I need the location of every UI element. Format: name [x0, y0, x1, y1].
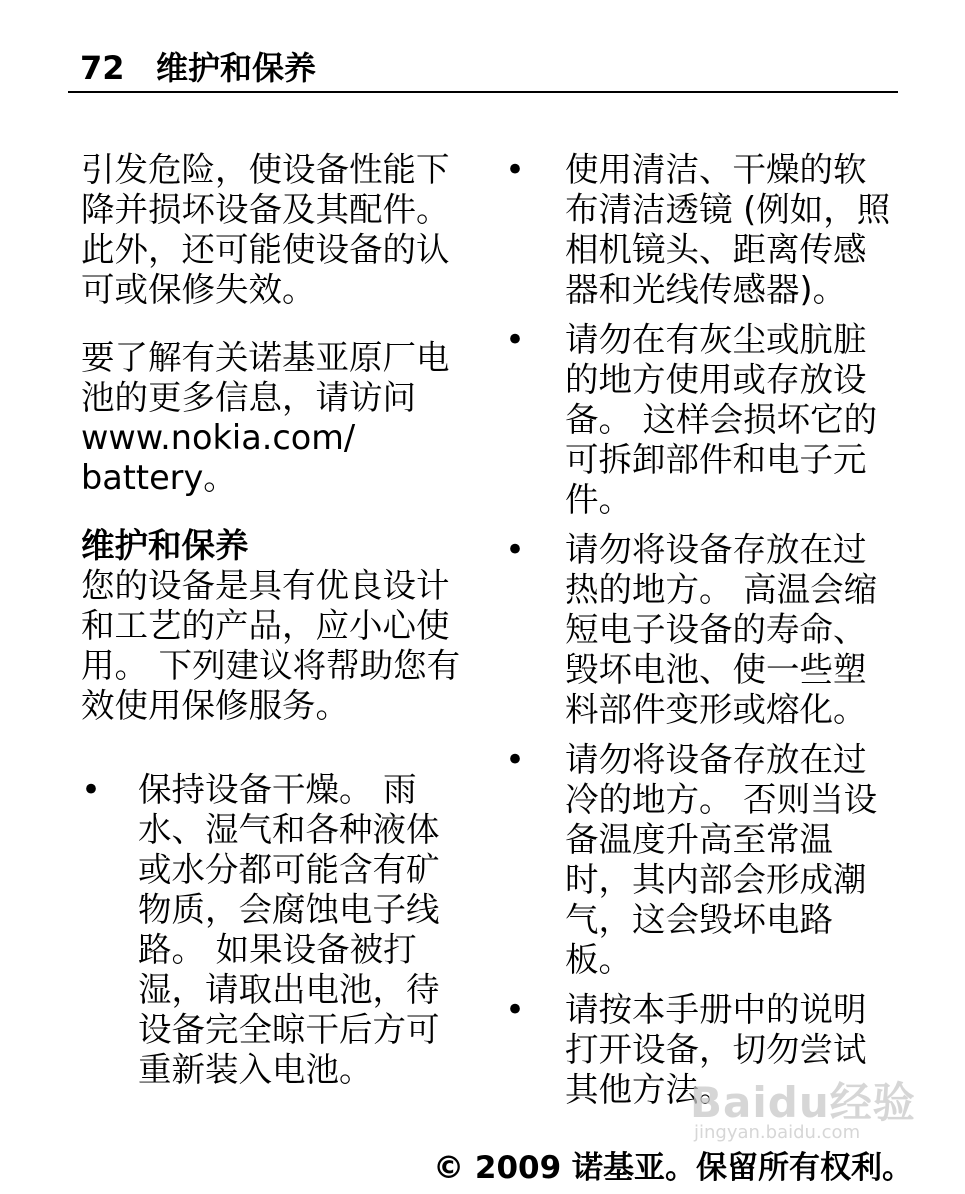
intro-paragraph: 引发危险，使设备性能下降并损坏设备及其配件。此外，还可能使设备的认可或保修失效。: [81, 150, 450, 309]
bullet-icon: •: [505, 150, 525, 189]
list-item-text: 保持设备干燥。 雨水、湿气和各种液体或水分都可能含有矿物质，会腐蚀电子线路。 如果设备被打湿，请取出电池，待设备完全晾干后方可重新装入电池。: [138, 770, 440, 1089]
bullet-icon: •: [505, 530, 525, 569]
section-heading: 维护和保养: [81, 526, 249, 565]
watermark-url: jingyan.baidu.com: [694, 1122, 861, 1143]
right-column: [505, 150, 895, 1120]
right-bullet-list: [505, 150, 895, 1110]
header-divider: [68, 91, 898, 93]
page-number: 72: [80, 49, 125, 87]
section-intro: 您的设备是具有优良设计和工艺的产品，应小心使用。 下列建议将帮助您有效使用保修服务。: [81, 566, 461, 725]
list-item: [81, 770, 461, 1090]
list-item: [505, 530, 895, 730]
bullet-icon: •: [505, 740, 525, 779]
left-bullet-list: [81, 770, 461, 1090]
list-item-text: 请按本手册中的说明打开设备，切勿尝试其他方法。: [565, 990, 867, 1109]
list-item: [505, 740, 895, 980]
list-item: [505, 320, 895, 520]
list-item: [505, 990, 895, 1110]
list-item-text: 使用清洁、干燥的软布清洁透镜 (例如，照相机镜头、距离传感器和光线传感器)。: [565, 150, 891, 309]
bullet-icon: •: [505, 990, 525, 1029]
watermark-logo: Baidu经验: [690, 1078, 916, 1127]
chapter-title: 维护和保养: [156, 49, 317, 87]
list-item-text: 请勿在有灰尘或肮脏的地方使用或存放设备。 这样会损坏它的可拆卸部件和电子元件。: [565, 320, 878, 519]
copyright-footer: © 2009 诺基亚。保留所有权利。: [433, 1150, 913, 1186]
page-header: [80, 48, 900, 88]
bullet-icon: •: [81, 770, 101, 809]
battery-info-paragraph: 要了解有关诺基亚原厂电池的更多信息，请访问 www.nokia.com/ battery。: [81, 338, 450, 497]
list-item: [505, 150, 895, 310]
bullet-icon: •: [505, 320, 525, 359]
left-column: [81, 150, 461, 1100]
list-item-text: 请勿将设备存放在过热的地方。 高温会缩短电子设备的寿命、毁坏电池、使一些塑料部件变形或熔化。: [565, 530, 878, 729]
list-item-text: 请勿将设备存放在过冷的地方。 否则当设备温度升高至常温时，其内部会形成潮气，这会毁坏电路板。: [565, 740, 878, 979]
